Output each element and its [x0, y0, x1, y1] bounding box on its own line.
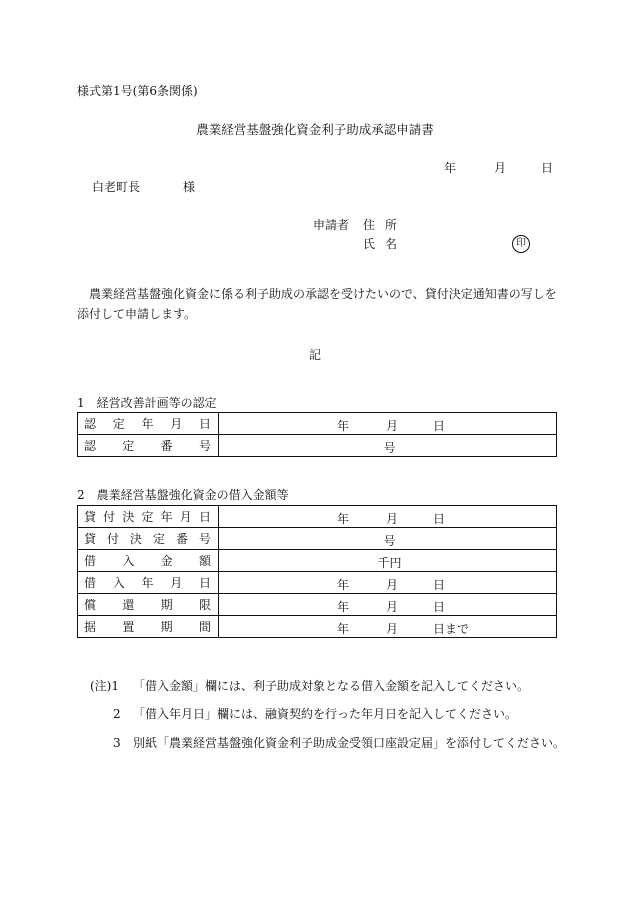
table-row [78, 435, 557, 457]
table-row [78, 594, 557, 616]
date-year-label: 年 [444, 161, 457, 175]
label-char: 号 [198, 532, 211, 546]
label-char: 据 [84, 620, 97, 634]
label-char: 日 [198, 510, 211, 524]
applicant-label: 申請者 [313, 218, 350, 232]
row-value-field[interactable] [219, 413, 557, 435]
label-char: 期 [160, 620, 173, 634]
label-char: 定 [112, 417, 125, 431]
document-title: 農業経営基盤強化資金利子助成承認申請書 [196, 122, 434, 137]
label-char: 定 [122, 439, 135, 453]
row-label [78, 594, 219, 616]
form-number: 様式第1号(第6条関係) [77, 84, 198, 98]
value-unit-label: 号 [383, 534, 396, 548]
label-char: 貸 [84, 510, 97, 524]
row-label [78, 528, 219, 550]
row-value-field[interactable] [219, 528, 557, 550]
row-label [78, 616, 219, 638]
note-1: 「借入金額」欄には、利子助成対象となる借入金額を記入してください。 [133, 679, 530, 693]
label-char: 番 [160, 439, 173, 453]
value-unit-label: 月 [386, 578, 399, 592]
value-unit-label: 日 [433, 512, 446, 526]
label-char: 定 [141, 510, 154, 524]
value-unit-label: 月 [386, 512, 399, 526]
label-char: 号 [198, 439, 211, 453]
label-char: 定 [152, 532, 165, 546]
row-value-field[interactable] [219, 594, 557, 616]
label-char: 日 [198, 417, 211, 431]
label-char: 入 [112, 576, 125, 590]
row-value-field[interactable] [219, 616, 557, 638]
row-label [78, 550, 219, 572]
value-unit-label: 年 [337, 419, 350, 433]
date-month-label: 月 [494, 161, 507, 175]
address-label: 住所 [363, 218, 408, 232]
ki-heading: 記 [308, 348, 321, 362]
note-2: 「借入年月日」欄には、融資契約を行った年月日を記入してください。 [133, 707, 518, 721]
row-label [78, 506, 219, 528]
date-day-label: 日 [541, 161, 554, 175]
value-unit-label: 月 [386, 622, 399, 636]
value-unit-label: 日 [433, 419, 446, 433]
label-char: 借 [84, 576, 97, 590]
label-char: 決 [129, 532, 142, 546]
section2-heading: 2 農業経営基盤強化資金の借入金額等 [77, 488, 289, 502]
value-unit-label: 日 [433, 600, 446, 614]
body-paragraph: 農業経営基盤強化資金に係る利子助成の承認を受けたいので、貸付決定通知書の写しを添付して申請します。 [77, 287, 557, 321]
value-unit-label: 日 [433, 578, 446, 592]
label-char: 付 [103, 510, 116, 524]
label-char: 番 [175, 532, 188, 546]
table-row [78, 616, 557, 638]
value-unit-label: 日まで [433, 622, 470, 636]
label-char: 認 [84, 417, 97, 431]
label-char: 年 [141, 576, 154, 590]
label-char: 間 [198, 620, 211, 634]
note-3-number: 3 [113, 736, 121, 750]
label-char: 月 [170, 576, 183, 590]
label-char: 貸 [84, 532, 97, 546]
label-char: 金 [160, 554, 173, 568]
label-char: 決 [122, 510, 135, 524]
value-unit-label: 号 [383, 441, 396, 455]
label-char: 認 [84, 439, 97, 453]
value-unit-label: 月 [386, 600, 399, 614]
value-unit-label: 千円 [377, 556, 402, 570]
label-char: 年 [160, 510, 173, 524]
table-row [78, 550, 557, 572]
note-3: 別紙「農業経営基盤強化資金利子助成金受領口座設定届」を添付してください。 [133, 736, 566, 750]
loan-details-table [77, 505, 557, 638]
note-2-number: 2 [113, 707, 121, 721]
label-char: 付 [106, 532, 119, 546]
label-char: 月 [179, 510, 192, 524]
label-char: 日 [198, 576, 211, 590]
name-label: 氏名 [363, 237, 408, 251]
label-char: 入 [122, 554, 135, 568]
row-value-field[interactable] [219, 435, 557, 457]
value-unit-label: 年 [337, 600, 350, 614]
value-unit-label: 年 [337, 578, 350, 592]
label-char: 償 [84, 598, 97, 612]
label-char: 還 [122, 598, 135, 612]
value-unit-label: 年 [337, 622, 350, 636]
row-label [78, 435, 219, 457]
honorific: 様 [183, 180, 196, 194]
table-row [78, 572, 557, 594]
note-tag: (注)1 [90, 679, 119, 693]
row-value-field[interactable] [219, 506, 557, 528]
label-char: 額 [198, 554, 211, 568]
table-row [78, 506, 557, 528]
label-char: 期 [160, 598, 173, 612]
row-label [78, 413, 219, 435]
table-row [78, 528, 557, 550]
label-char: 月 [170, 417, 183, 431]
label-char: 年 [141, 417, 154, 431]
section1-heading: 1 経営改善計画等の認定 [77, 396, 217, 410]
certification-table [77, 412, 557, 457]
value-unit-label: 月 [386, 419, 399, 433]
row-label [78, 572, 219, 594]
label-char: 置 [122, 620, 135, 634]
addressee: 白老町長 [92, 180, 141, 194]
label-char: 限 [198, 598, 211, 612]
value-unit-label: 年 [337, 512, 350, 526]
row-value-field[interactable] [219, 550, 557, 572]
row-value-field[interactable] [219, 572, 557, 594]
table-row [78, 413, 557, 435]
label-char: 借 [84, 554, 97, 568]
seal-mark: 印 [512, 235, 530, 253]
